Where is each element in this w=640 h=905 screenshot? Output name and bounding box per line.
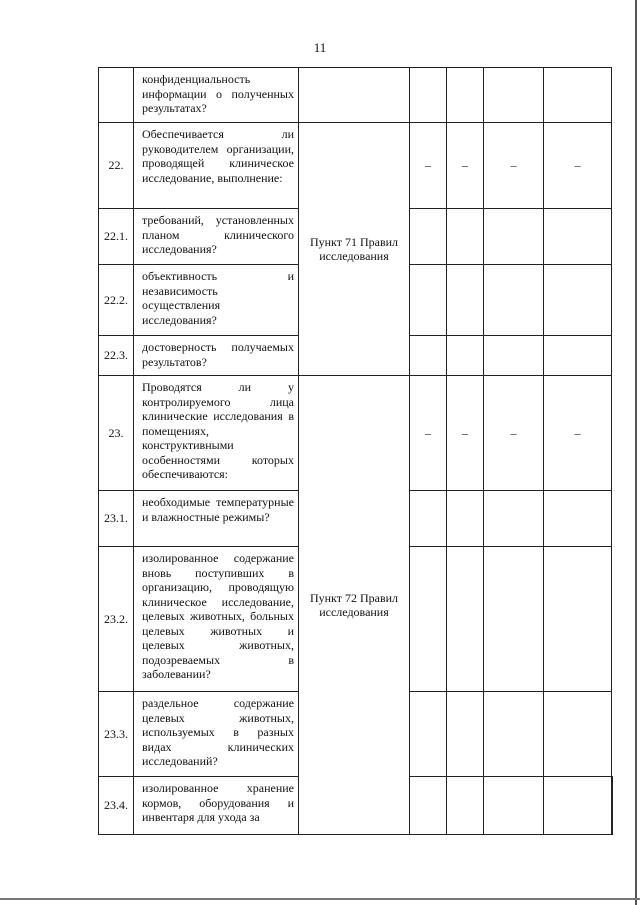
question-text: требований, установленных планом клинического исследования? xyxy=(134,209,299,265)
answer-cell: – xyxy=(484,123,544,209)
checklist-table xyxy=(98,67,613,835)
question-text: необходимые температурные и влажностные режимы? xyxy=(134,491,299,547)
table-row xyxy=(99,376,613,491)
row-number: 22.1. xyxy=(99,209,134,265)
row-number xyxy=(99,68,134,123)
answer-cell xyxy=(484,68,544,123)
answer-cell: – xyxy=(484,376,544,491)
answer-cell xyxy=(410,336,447,376)
answer-cell xyxy=(544,692,612,777)
question-text: конфиденциальность информации о полученных результатах? xyxy=(134,68,299,123)
question-text: раздельное содержание целевых животных, используемых в разных видах клинических исследований? xyxy=(134,692,299,777)
row-number: 23.3. xyxy=(99,692,134,777)
answer-cell xyxy=(484,491,544,547)
row-number: 22.3. xyxy=(99,336,134,376)
answer-cell xyxy=(447,209,484,265)
question-text: изолированное хранение кормов, оборудования и инвентаря для ухода за xyxy=(134,777,299,835)
page-number: 11 xyxy=(313,40,327,55)
answer-cell xyxy=(544,336,612,376)
answer-cell xyxy=(544,491,612,547)
answer-cell xyxy=(410,692,447,777)
reference-cell xyxy=(410,777,447,835)
answer-cell xyxy=(484,265,544,336)
reference-cell: Пункт 72 Правил исследования xyxy=(299,376,410,835)
answer-cell xyxy=(447,491,484,547)
scan-edge-line xyxy=(635,0,637,905)
answer-cell xyxy=(484,777,544,835)
answer-cell xyxy=(447,68,484,123)
row-number: 23.1. xyxy=(99,491,134,547)
answer-cell xyxy=(410,265,447,336)
scan-bottom-line xyxy=(0,898,640,900)
answer-cell xyxy=(544,547,612,692)
answer-cell xyxy=(447,336,484,376)
answer-cell xyxy=(410,209,447,265)
answer-cell xyxy=(544,68,612,123)
answer-cell xyxy=(447,692,484,777)
answer-cell xyxy=(544,265,612,336)
question-text: Обеспечивается ли руководителем организации, проводящей клиническое исследование, выполнение: xyxy=(134,123,299,209)
answer-cell xyxy=(484,692,544,777)
answer-cell xyxy=(447,777,484,835)
answer-cell xyxy=(410,68,447,123)
answer-cell xyxy=(410,547,447,692)
row-number: 22.2. xyxy=(99,265,134,336)
table-row xyxy=(99,68,613,123)
row-number: 23.2. xyxy=(99,547,134,692)
answer-cell: – xyxy=(447,123,484,209)
answer-cell: – xyxy=(410,123,447,209)
row-number: 23.4. xyxy=(99,777,134,835)
answer-cell: – xyxy=(447,376,484,491)
answer-cell xyxy=(484,209,544,265)
answer-cell xyxy=(612,777,613,835)
answer-cell: – xyxy=(410,376,447,491)
answer-cell xyxy=(410,491,447,547)
answer-cell: – xyxy=(544,123,612,209)
reference-cell xyxy=(299,68,410,123)
answer-cell xyxy=(544,209,612,265)
question-text: изолированное содержание вновь поступивших в организацию, проводящую клиническое исследование, целевых животных, больных целевых животных и целевых животных, подозреваемых в заболевании? xyxy=(134,547,299,692)
answer-cell xyxy=(484,336,544,376)
answer-cell xyxy=(544,777,612,835)
answer-cell xyxy=(447,265,484,336)
question-text: достоверность получаемых результатов? xyxy=(134,336,299,376)
question-text: объективность и независимость осуществления исследования? xyxy=(134,265,299,336)
answer-cell: – xyxy=(544,376,612,491)
row-number: 23. xyxy=(99,376,134,491)
answer-cell xyxy=(484,547,544,692)
table-row xyxy=(99,123,613,209)
answer-cell xyxy=(447,547,484,692)
reference-cell: Пункт 71 Правил исследования xyxy=(299,123,410,376)
row-number: 22. xyxy=(99,123,134,209)
question-text: Проводятся ли у контролируемого лица клинические исследования в помещениях, конструктивными особенностями которых обеспечиваются: xyxy=(134,376,299,491)
